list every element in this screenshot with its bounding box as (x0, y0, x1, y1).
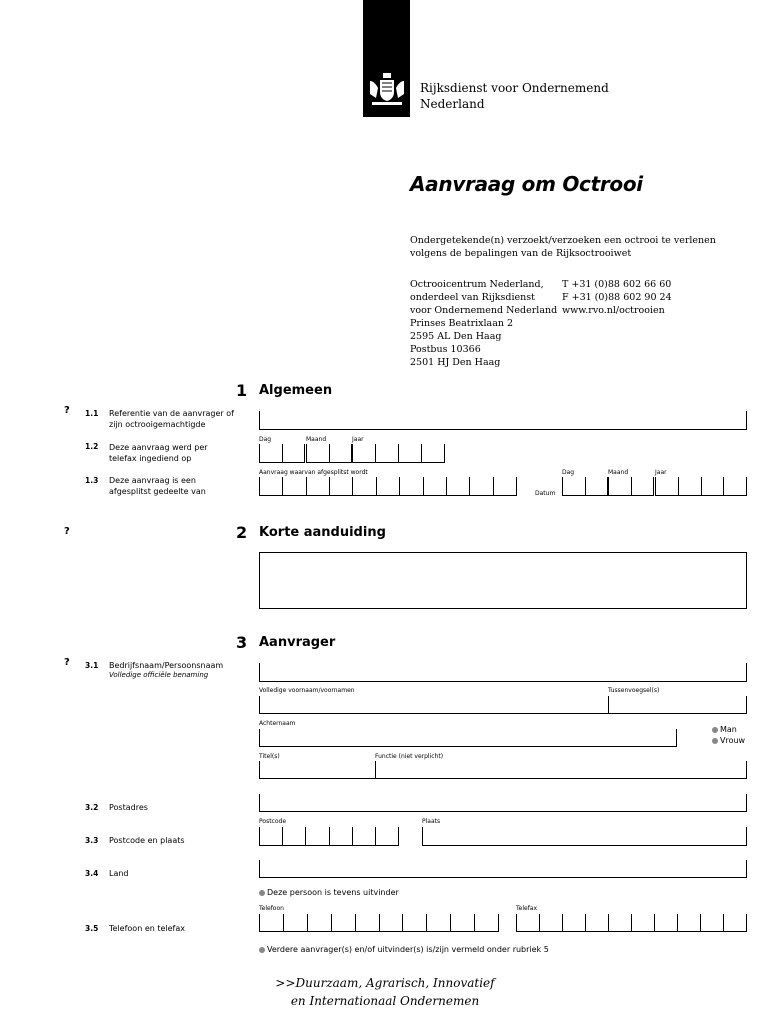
year-label: Jaar (655, 469, 667, 476)
split-day-input[interactable] (562, 477, 608, 496)
section-1-number: 1 (236, 381, 248, 400)
section-2-title: Korte aanduiding (259, 525, 386, 540)
q-1-3-label (109, 475, 206, 497)
address-line: Postbus 10366 (410, 344, 481, 355)
month-label: Maand (306, 436, 327, 443)
intro-text (410, 234, 730, 260)
address-line: 2595 AL Den Haag (410, 331, 502, 342)
first-names-input[interactable] (259, 696, 608, 714)
day-label: Dag (562, 469, 575, 476)
coat-of-arms-icon (366, 71, 408, 109)
help-icon[interactable]: ? (64, 657, 70, 668)
q-3-1-number: 3.1 (85, 661, 99, 670)
contact-info (562, 278, 672, 317)
fax-number: F +31 (0)88 602 90 24 (562, 292, 672, 303)
q-1-3-number: 1.3 (85, 476, 99, 485)
org-line-1: Rijksdienst voor Ondernemend (420, 81, 609, 95)
q-3-4-number: 3.4 (85, 869, 99, 878)
option-label: Vrouw (720, 736, 746, 745)
slogan-line-2: en Internationaal Ondernemen (290, 994, 480, 1008)
label-line: Referentie van de aanvrager of (109, 409, 234, 418)
intro-line-2: volgens de bepalingen van de Rijksoctrooiwet (410, 248, 632, 259)
option-label: Man (720, 725, 737, 734)
year-label: Jaar (352, 436, 364, 443)
company-name-input[interactable] (259, 663, 747, 682)
fax-input[interactable] (516, 914, 747, 932)
reference-input[interactable] (259, 411, 747, 430)
surname-label: Achternaam (259, 720, 296, 727)
split-month-input[interactable] (608, 477, 654, 496)
city-label: Plaats (422, 818, 441, 825)
postcode-label: Postcode (259, 818, 287, 825)
intro-line-1: Ondergetekende(n) verzoekt/verzoeken een octrooi te verlenen (410, 235, 716, 246)
radio-icon[interactable] (259, 947, 265, 953)
first-names-label: Volledige voornaam/voornamen (259, 687, 355, 694)
org-line-2: Nederland (420, 97, 485, 111)
q-3-2-number: 3.2 (85, 803, 99, 812)
postcode-input[interactable] (259, 827, 399, 846)
function-label: Functie (niet verplicht) (375, 753, 444, 760)
split-application-input[interactable] (259, 477, 517, 496)
section-1-title: Algemeen (259, 383, 333, 398)
prefix-label: Tussenvoegsel(s) (608, 687, 660, 694)
split-year-input[interactable] (655, 477, 747, 496)
country-input[interactable] (259, 860, 747, 878)
postal-address-input[interactable] (259, 794, 747, 812)
footer-slogan (0, 974, 770, 1010)
gender-female-option[interactable] (712, 735, 745, 746)
radio-icon[interactable] (712, 738, 718, 744)
q-1-1-label (109, 408, 234, 430)
inventor-checkbox[interactable] (259, 887, 399, 898)
option-label: Verdere aanvrager(s) en/of uitvinder(s) is/zijn vermeld onder rubriek 5 (267, 945, 549, 954)
option-label: Deze persoon is tevens uitvinder (267, 888, 399, 897)
q-3-5-label: Telefoon en telefax (109, 924, 186, 933)
more-applicants-checkbox[interactable] (259, 944, 549, 955)
function-input[interactable] (375, 761, 747, 779)
address-line: Prinses Beatrixlaan 2 (410, 318, 514, 329)
address-line: onderdeel van Rijksdienst (410, 292, 535, 303)
label-line: zijn octrooigemachtigde (109, 420, 206, 429)
city-input[interactable] (422, 827, 747, 846)
q-3-4-label: Land (109, 869, 129, 878)
postal-address (410, 278, 557, 369)
address-line: 2501 HJ Den Haag (410, 357, 501, 368)
split-application-label: Aanvraag waarvan afgesplitst wordt (259, 469, 368, 476)
phone-label: Telefoon (259, 905, 284, 912)
radio-icon[interactable] (712, 727, 718, 733)
fax-day-input[interactable] (259, 444, 305, 463)
phone-input[interactable] (259, 914, 499, 932)
q-3-3-number: 3.3 (85, 836, 99, 845)
month-label: Maand (608, 469, 629, 476)
q-1-1-number: 1.1 (85, 409, 99, 418)
prefix-input[interactable] (608, 696, 747, 714)
fax-year-input[interactable] (352, 444, 445, 463)
label-line: Deze aanvraag werd per (109, 443, 208, 452)
label-line: Deze aanvraag is een (109, 476, 196, 485)
website-url: www.rvo.nl/octrooien (562, 305, 665, 316)
phone-number: T +31 (0)88 602 66 60 (562, 279, 672, 290)
address-line: Octrooicentrum Nederland, (410, 279, 544, 290)
q-1-2-label (109, 442, 208, 464)
q-1-2-number: 1.2 (85, 442, 99, 451)
help-icon[interactable]: ? (64, 526, 70, 537)
titles-input[interactable] (259, 761, 375, 779)
q-3-3-label: Postcode en plaats (109, 836, 185, 845)
section-3-number: 3 (236, 633, 248, 652)
help-icon[interactable]: ? (64, 405, 70, 416)
day-label: Dag (259, 436, 272, 443)
q-3-1-label: Bedrijfsnaam/Persoonsnaam (109, 661, 224, 670)
short-description-input[interactable] (259, 552, 747, 609)
titles-label: Titel(s) (259, 753, 280, 760)
label-line: telefax ingediend op (109, 454, 192, 463)
radio-icon[interactable] (259, 890, 265, 896)
surname-input[interactable] (259, 729, 677, 747)
form-title: Aanvraag om Octrooi (410, 172, 643, 196)
organization-name (420, 80, 609, 112)
q-3-5-number: 3.5 (85, 924, 99, 933)
section-2-number: 2 (236, 523, 248, 542)
fax-month-input[interactable] (306, 444, 352, 463)
gender-male-option[interactable] (712, 724, 737, 735)
address-line: voor Ondernemend Nederland (410, 305, 558, 316)
date-label: Datum (535, 490, 556, 497)
label-line: afgesplitst gedeelte van (109, 487, 206, 496)
slogan-line-1: >>Duurzaam, Agrarisch, Innovatief (275, 976, 495, 990)
fax-label: Telefax (516, 905, 538, 912)
q-3-2-label: Postadres (109, 803, 148, 812)
q-3-1-hint: Volledige officiële benaming (109, 671, 209, 679)
section-3-title: Aanvrager (259, 635, 336, 650)
